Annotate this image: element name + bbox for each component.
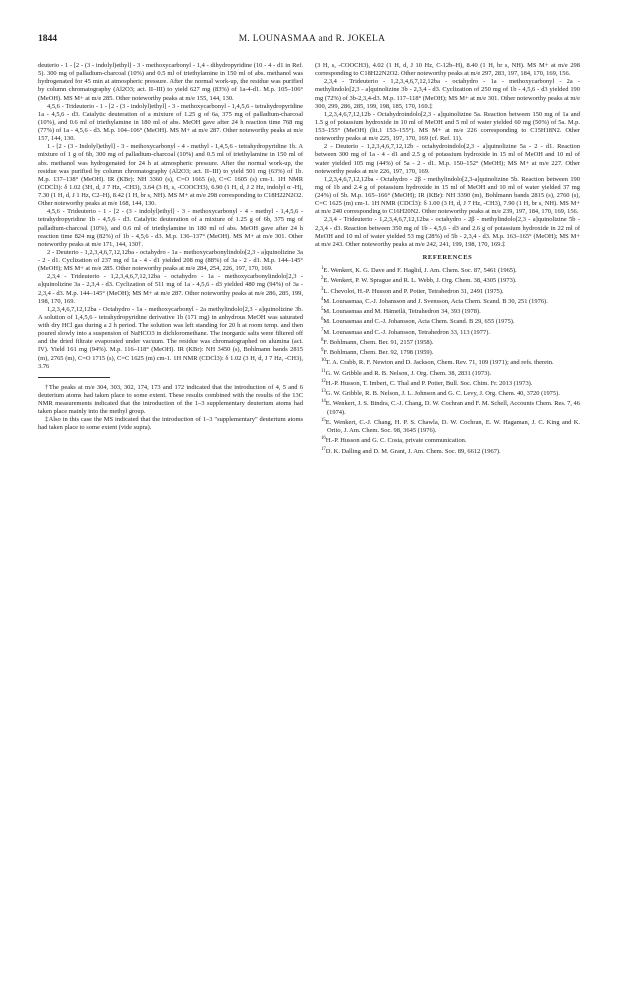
references-heading: REFERENCES bbox=[422, 253, 473, 261]
footnote: ‡Also in this case the MS indicated that the introduction of 1–3 "supplementary" deuterium atoms had taken place to some extent (vide supra). bbox=[38, 416, 303, 432]
reference-item bbox=[315, 378, 580, 388]
paragraph: 1,2,3,4,6,7,12,12ba - Octahydro - 1a - methoxycarbonyl - 2a methylindolo[2,3 - a]quinolizine 3b. A solution of 1,4,5,6 - tetrahydropyridine derivative 1b (171 mg) in anhydrous MeOH was saturated with dry HCl gas during a 2 h period. The solution was left standing for 20 h at room temp. and then poured slowly into a suspension of NaHCO3 in dichloromethane. The inorganic salts were filtered off and the dried filtrate evaporated under vacuum. The residue was chromatographed on alumina (act. IV). Yield 161 mg (94%). M.p. 116–118° (MeOH). IR (KBr): NH 3450 (s), Bohlmann bands 2815 (m), 2765 (m), C=O 1715 (s), C=C 1625 (m) cm-1. 1H NMR (CDCl3): δ 1.02 (3 H, d, J 7 Hz, -CH3), 3.76 bbox=[38, 305, 303, 370]
reference-item bbox=[315, 316, 580, 326]
reference-number: 14 bbox=[321, 399, 326, 405]
reference-number: 9 bbox=[321, 348, 324, 354]
page-number: 1844 bbox=[38, 34, 57, 44]
paragraph: 1,2,3,4,6,7,12,12b - Octahydroindolo[2,3 - a]quinolizine 5a. Reaction between 150 mg of 1a and 1.5 g of potassium hydroxide in 10 ml of MeOH and 5 ml of water yielded 60 mg (50%) of 5a. M.p. 153–155° (MeOH) (lit.1 153–155°). MS M+ at m/e 226 corresponding to C15H18N2. Other noteworthy peaks at m/e 225, 197, 170, 169 (cf. Ref. 11). bbox=[315, 110, 580, 143]
reference-number: 1 bbox=[321, 266, 324, 271]
reference-text: T. A. Crabb, R. F. Newton and D. Jackson, Chem. Rev. 71, 109 (1971); and refs. therein. bbox=[325, 359, 554, 367]
paragraph: 4,5,6 - Trideuterio - 1 - [2 - (3 - indolyl)ethyl] - 3 - methoxycarbonyl - 4 - methyl - 1,4,5,6 - tetrahydropyridine 1b - 4,5,6 - d3. Catalytic deuteration of a mixture of 1.25 g of 6b, 375 mg of palladium-charcoal (10%), and 0.6 ml of triethylamine in 180 ml of abs. MeOH gave after 24 h reaction time 824 mg (82%) of 1b - 4,5,6 - d3. M.p. 136–137° (MeOH). MS M+ at m/e 301. Other noteworthy peaks at m/e 171, 144, 130†. bbox=[38, 208, 303, 248]
left-column bbox=[38, 62, 303, 433]
reference-number: 17 bbox=[321, 446, 326, 452]
reference-number: 3 bbox=[321, 286, 324, 292]
reference-text: M. Lounasmaa and M. Hämeilä, Tetrahedron 34, 393 (1978). bbox=[323, 308, 481, 316]
reference-text: H.-P. Husson and G. C. Costa, private communication. bbox=[325, 437, 467, 445]
reference-number: 11 bbox=[321, 368, 326, 374]
reference-text: E. Wenkert, J. S. Bindra, C.-J. Chang, D. W. Cochran and F. M. Schell, Accounts Chem. Res. 7, 46 (1974). bbox=[325, 400, 580, 416]
reference-text: D. K. Dalling and D. M. Grant, J. Am. Chem. Soc. 89, 6612 (1967). bbox=[325, 447, 501, 455]
paragraph: 2,3,4 - Trideuterio - 1,2,3,4,6,7,12,12ba - octahydro - 1a - methoxycarbonylindolo[2,3 - a]quinolizine 3a - 2,3,4 - d3. Cyclization of 511 mg of 1a - 4,5,6 - d3 yielded 480 mg (94%) of 3a - 2,3,4 - d3. M.p. 144–145° (MeOH); MS M+ at m/e 287. Other noteworthy peaks at m/e 286, 285, 199, 198, 170, 169. bbox=[38, 273, 303, 305]
reference-item bbox=[315, 296, 580, 306]
reference-item bbox=[315, 388, 580, 398]
reference-item bbox=[315, 337, 580, 347]
reference-number: 5 bbox=[321, 307, 324, 313]
paragraph: 2,3,4 - Trideuterio - 1,2,3,4,6,7,12,12ba - octahydro - 1a - methoxycarbonyl - 2a - methylindolo[2,3 - a]quinolizine 3b - 2,3,4 - d3. Cyclization of 250 mg of 1b - 4,5,6 - d3 yielded 190 mg (72%) of 3b-2,3,4-d3. M.p. 117–118° (MeOH); MS M+ at m/e 301. Other noteworthy peaks at m/e 300, 299, 286, 285, 199, 198, 185, 170, 169.‡ bbox=[315, 78, 580, 110]
reference-number: 4 bbox=[321, 296, 324, 302]
reference-item bbox=[315, 417, 580, 435]
paragraph: deuterio - 1 - [2 - (3 - indolyl)ethyl] - 3 - methoxycarbonyl - 1,4 - dihydropyridine (10 - 4 - d1 in Ref. 5). 300 mg of palladium-charcoal (10%) and 0.5 ml of triethylamine in 150 ml of abs. methanol was hydrogenated for 45 min at atmospheric pressure. After the normal work-up, the residue was purified by column chromatography (Al2O3; act. II–III) to yield 627 mg (83%) of 1a-4-d1. M.p. 105–106° (MeOH). MS M+ at m/e 285. Other noteworthy peaks at m/e 155, 144, 130. bbox=[38, 62, 303, 102]
paragraph: 2 - Deuterio - 1,2,3,4,6,7,12,12ba - octahydro - 1a - methoxycarbonylindolo[2,3 - a]quinolizine 3a - 2 - d1. Cyclization of 237 mg of 1a - 4 - d1 yielded 208 mg (88%) of 3a - 2 - d1. M.p. 144–145° (MeOH); MS M+ at m/e 285. Other noteworthy peaks at m/e 284, 254, 226, 197, 170, 169. bbox=[38, 248, 303, 273]
reference-number: 8 bbox=[321, 337, 324, 343]
reference-text: M. Lounasmaa, C.-J. Johansson and J. Svensson, Acta Chem. Scand. B 30, 251 (1976). bbox=[323, 297, 548, 305]
right-column bbox=[315, 62, 580, 456]
reference-item bbox=[315, 275, 580, 285]
reference-text: E. Wenkert, P. W. Sprague and R. L. Webb, J. Org. Chem. 38, 4305 (1973). bbox=[323, 277, 517, 285]
reference-number: 7 bbox=[321, 327, 324, 333]
reference-item bbox=[315, 265, 580, 275]
reference-list bbox=[315, 265, 580, 456]
paragraph: 2,3,4 - Trideuterio - 1,2,3,4,6,7,12,12ba - octahydro - 2β - methylindolo[2,3 - a]quinolizine 5b - 2,3,4 - d3. Reaction between 350 mg of 1b - 4,5,6 - d3 and 2.6 g of potassium hydroxide in 22 ml of MeOH and 10 ml of water yielded 53 mg (28%) of 5b - 2,3,4 - d3. M.p. 163–165° (MeOH); MS M+ at m/e 243. Other noteworthy peaks at m/e 242, 241, 199, 198, 170, 169.‡ bbox=[315, 216, 580, 248]
reference-text: F. Bohlmann, Chem. Ber. 91, 2157 (1958). bbox=[323, 339, 434, 346]
footnote-divider bbox=[38, 377, 110, 378]
reference-number: 6 bbox=[321, 317, 324, 323]
reference-text: M. Lounasmaa and C.-J. Johansson, Acta Chem. Scand. B 29, 655 (1975). bbox=[323, 318, 515, 326]
reference-text: G. W. Gribble and R. B. Nelson, J. Org. Chem. 38, 2831 (1973). bbox=[325, 369, 492, 377]
reference-text: H.-P. Husson, T. Imbert, C. Thal and P. Potier, Bull. Soc. Chim. Fr. 2013 (1973). bbox=[325, 380, 533, 388]
reference-number: 12 bbox=[321, 378, 326, 384]
paragraph: 4,5,6 - Trideuterio - 1 - [2 - (3 - indolyl)ethyl] - 3 - methoxycarbonyl - 1,4,5,6 - tetrahydropyridine 1a - 4,5,6 - d3. Catalytic deuteration of a mixture of 1.25 g of 6a, 375 mg of palladium-charcoal (10%), and 0.6 ml of triethylamine in 180 ml of abs. MeOH gave after 24 h reaction time 768 mg (77%) of 1a - 4,5,6 - d3. M.p. 104–106° (MeOH). MS M+ at m/e 287. Other noteworthy peaks at m/e 157, 144, 130. bbox=[38, 102, 303, 143]
paragraph: 1,2,3,4,6,7,12,12ba - Octahydro - 2β - methylindolo[2,3-a]quinolizine 5b. Reaction between 190 mg of 1b and 2.4 g of potassium hydroxide in 15 ml of MeOH and 10 ml of water yielded 37 mg (24%) of 5b. M.p. 165–166° (MeOH); IR (KBr): NH 3390 (m), Bohlmann bands 2815 (s), 2760 (s), C=C 1625 (m) cm-1. 1H NMR (CDCl3): δ 1.00 (3 H, d, J 7 Hz, -CH3), 7.90 (1 H, br s, NH). MS M+ at m/e 240 corresponding to C16H20N2. Other noteworthy peaks at m/e 239, 197, 184, 170, 169, 156. bbox=[315, 175, 580, 216]
reference-text: F. Bohlmann, Chem. Ber. 92, 1798 (1959). bbox=[323, 349, 434, 357]
reference-number: 13 bbox=[321, 389, 326, 395]
paragraph: 2 - Deuterio - 1,2,3,4,6,7,12,12b - octahydroindolo[2,3 - a]quinolizine 5a - 2 - d1. Reaction between 300 mg of 1a - 4 - d1 and 2.5 g of potassium hydroxide in 15 ml of MeOH and 10 ml of water yielded 105 mg (44%) of 5a - 2 - d1. M.p. 150–152° (MeOH); MS M+ at m/e 227. Other noteworthy peaks at m/e 226, 197, 170, 169. bbox=[315, 143, 580, 175]
reference-text: G. W. Gribble, R. B. Nelson, J. L. Johnson and G. C. Levy, J. Org. Chem. 40, 3720 (1975). bbox=[325, 390, 560, 398]
reference-item bbox=[315, 398, 580, 416]
paragraph: (3 H, s, -COOCH3), 4.02 (1 H, d, J 10 Hz, C-12b–H), 8.40 (1 H, br s, NH). MS M+ at m/e 298 corresponding to C18H22N2O2. Other noteworthy peaks at m/e 297, 283, 197, 184, 170, 169, 156. bbox=[315, 62, 580, 78]
footnote: †The peaks at m/e 304, 303, 302, 174, 173 and 172 indicated that the introduction of 4, 5 and 6 deuterium atoms had taken place to some extent. These results combined with the results of the 13C NMR measurements indicated that the introduction of the 1–3 supplementary deuterium atoms had taken place mainly into the methyl group. bbox=[38, 383, 303, 416]
reference-text: E. Wenkert, C.-J. Chang, H. P. S. Chawla, D. W. Cochran, E. W. Hagaman, J. C. King and K. Orito, J. Am. Chem. Soc. 98, 3645 (1976). bbox=[325, 418, 580, 435]
reference-number: 16 bbox=[321, 436, 326, 442]
reference-number: 2 bbox=[321, 276, 324, 282]
page-header bbox=[38, 34, 586, 48]
reference-item bbox=[315, 286, 580, 296]
reference-item bbox=[315, 347, 580, 357]
reference-item bbox=[315, 306, 580, 316]
running-title: M. LOUNASMAA and R. JOKELA bbox=[238, 34, 386, 44]
reference-item bbox=[315, 446, 580, 456]
reference-item bbox=[315, 368, 580, 378]
paragraph: 1 - [2 - (3 - Indolyl)ethyl] - 3 - methoxycarbonyl - 4 - methyl - 1,4,5,6 - tetrahydropyridine 1b. A mixture of 1 g of 6b, 300 mg of palladium-charcoal (10%) and 0.5 ml of triethylamine in 150 ml of abs. methanol was hydrogenated for 24 h at atmospheric pressure. After the normal work-up, the residue was purified by column chromatography (Al2O3; act. II–III) to yield 501 mg (63%) of 1b. M.p. 137–138° (MeOH). IR (KBr): NH 3360 (s), C=O 1665 (s), C=C 1605 (s) cm-1. 1H NMR (CDCl3): δ 1.02 (3H, d, J 7 Hz, -CH3), 3.64 (3 H, s, -COOCH3), 6.90 (1 H, d, J 2 Hz, indolyl α -H), 7.30 (1 H, d, J 1 Hz, C2–H), 8.42 (1 H, br s, NH). MS M+ at m/e 298 corresponding to C18H22N2O2. Other noteworthy peaks at m/e 168, 144, 130. bbox=[38, 143, 303, 208]
reference-text: M. Lounasmaa and C.-J. Johansson, Tetrahedron 33, 113 (1977). bbox=[323, 328, 490, 336]
footnotes bbox=[38, 384, 303, 433]
reference-text: L. Chevolot, H.-P. Husson and P. Potier, Tetrahedron 31, 2491 (1975). bbox=[323, 287, 504, 295]
reference-item bbox=[315, 327, 580, 337]
reference-item bbox=[315, 435, 580, 445]
reference-number: 10 bbox=[321, 358, 326, 364]
reference-number: 15 bbox=[321, 417, 326, 423]
reference-text: E. Wenkert, K. G. Dave and F. Haglid, J. Am. Chem. Soc. 87, 5461 (1965). bbox=[323, 267, 517, 275]
reference-item bbox=[315, 357, 580, 367]
